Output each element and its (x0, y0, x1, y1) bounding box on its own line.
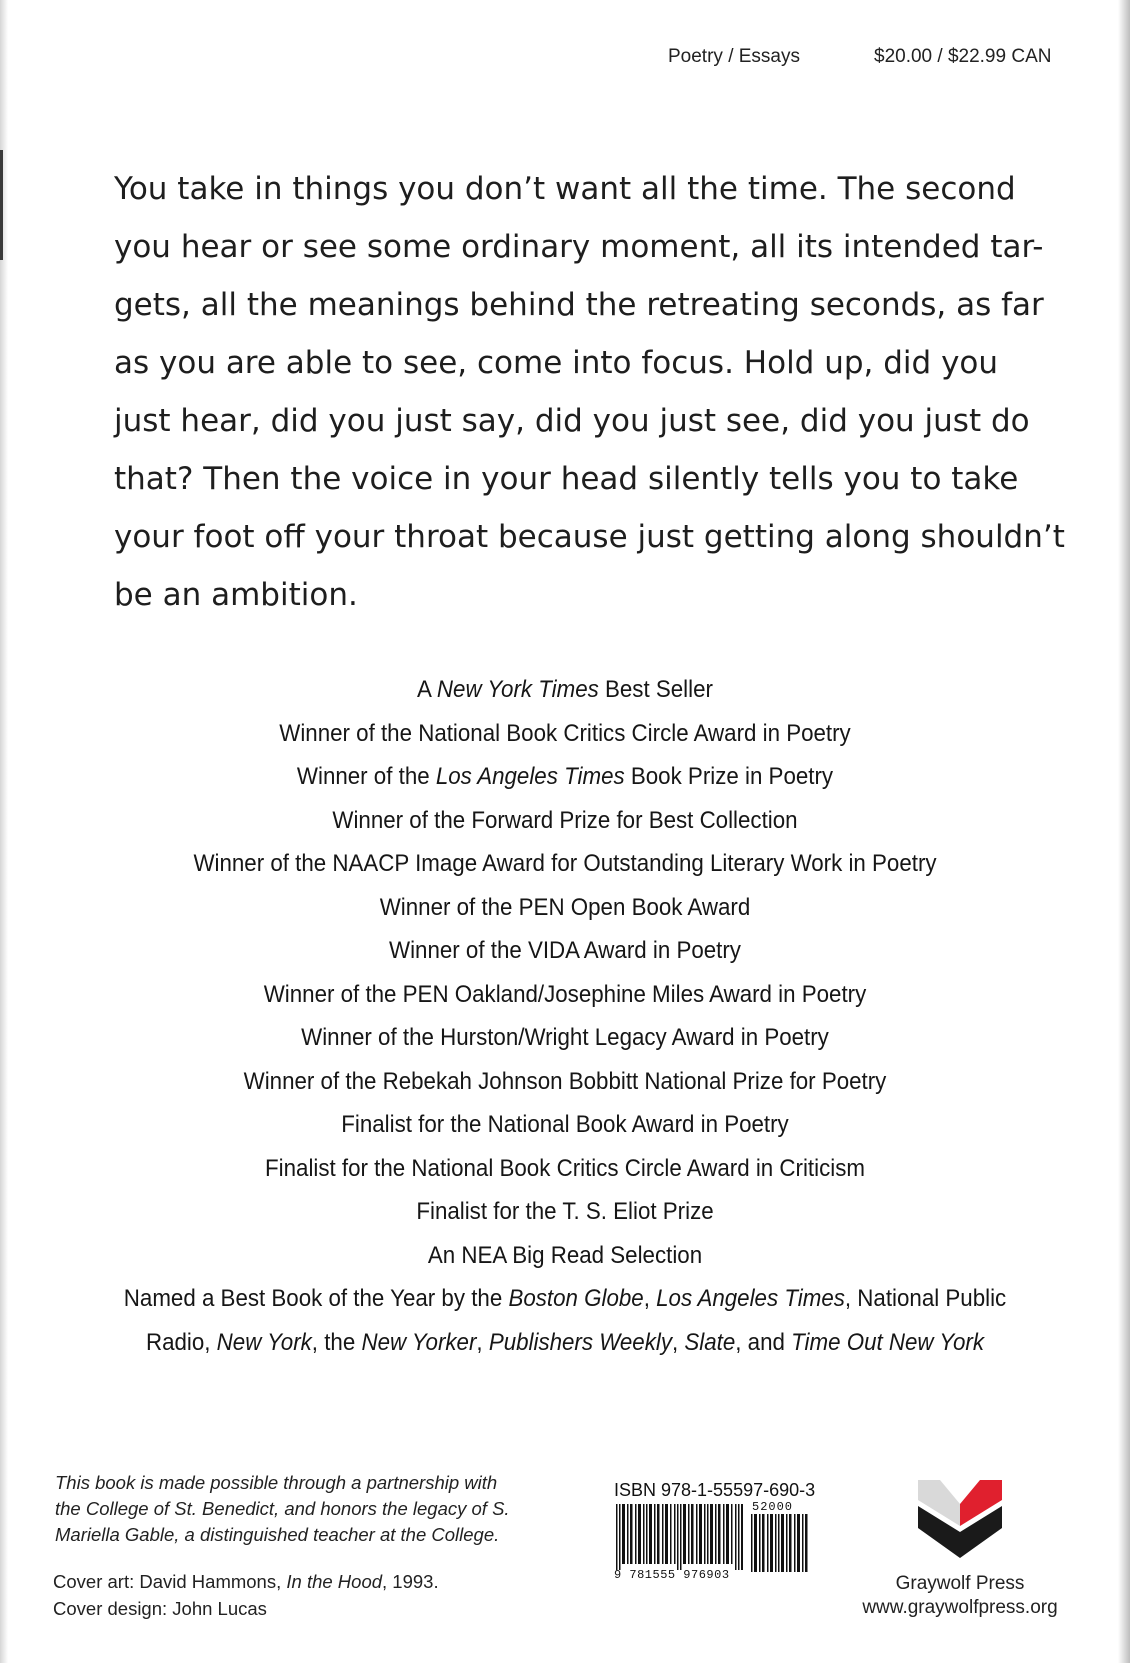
graywolf-logo-icon (912, 1470, 1008, 1566)
accolade-item: Winner of the Forward Prize for Best Collection (332, 806, 798, 834)
price-label: $20.00 / $22.99 CAN (874, 46, 1052, 67)
addon-barcode-icon (751, 1514, 809, 1572)
publisher-block (860, 1470, 1060, 1620)
best-of-line: Named a Best Book of the Year by the Boston Globe, Los Angeles Times, National Public (123, 1285, 1007, 1312)
accolade-item: An NEA Big Read Selection (427, 1241, 703, 1269)
excerpt-blurb (114, 160, 1065, 624)
barcode-digits: 9 781555 976903 (614, 1568, 730, 1582)
partnership-line: the College of St. Benedict, and honors the legacy of S. (55, 1498, 510, 1519)
accolade-item: Winner of the National Book Critics Circle Award in Poetry (279, 719, 851, 747)
isbn-label: ISBN 978-1-55597-690-3 (614, 1480, 816, 1500)
cover-design-credit: Cover design: John Lucas (53, 1598, 267, 1619)
publisher-url[interactable]: www.graywolfpress.org (862, 1597, 1058, 1618)
accolade-item: A New York Times Best Seller (417, 676, 713, 703)
footer-section (0, 1460, 1130, 1663)
accolade-item: Finalist for the National Book Critics Circle Award in Criticism (265, 1154, 865, 1182)
partnership-line: Mariella Gable, a distinguished teacher at the College. (55, 1524, 500, 1545)
blurb-line: you hear or see some ordinary moment, all its intended tar- (114, 229, 1044, 265)
accolade-item: Winner of the Rebekah Johnson Bobbitt National Prize for Poetry (243, 1067, 887, 1095)
accolade-item: Finalist for the National Book Award in Poetry (341, 1111, 789, 1138)
barcode-icon (616, 1504, 744, 1570)
partnership-note (55, 1470, 525, 1548)
header (0, 46, 1130, 76)
publisher-name: Graywolf Press (895, 1573, 1025, 1594)
cover-art-credit: Cover art: David Hammons, In the Hood, 1993. (53, 1571, 439, 1592)
page-edge-mark (0, 150, 3, 260)
blurb-line: You take in things you don’t want all the time. The second (114, 171, 1016, 207)
accolade-item: Winner of the PEN Open Book Award (379, 893, 751, 921)
price-code: 52000 (752, 1500, 794, 1514)
best-of-line: Radio, New York, the New Yorker, Publishers Weekly, Slate, and Time Out New York (145, 1328, 985, 1356)
partnership-line: This book is made possible through a partnership with (55, 1472, 498, 1493)
accolade-item: Winner of the Hurston/Wright Legacy Award in Poetry (301, 1024, 829, 1051)
accolade-item: Winner of the PEN Oakland/Josephine Miles Award in Poetry (263, 980, 867, 1008)
blurb-line: your foot off your throat because just getting along shouldn’t (114, 519, 1065, 555)
accolades-list (77, 668, 1054, 1364)
accolade-item: Finalist for the T. S. Eliot Prize (416, 1198, 714, 1225)
accolade-item: Winner of the NAACP Image Award for Outstanding Literary Work in Poetry (193, 850, 937, 877)
barcode-block (614, 1480, 814, 1590)
category-label: Poetry / Essays (668, 46, 800, 67)
blurb-line: as you are able to see, come into focus. Hold up, did you (114, 345, 999, 381)
blurb-line: gets, all the meanings behind the retreating seconds, as far (114, 287, 1044, 323)
accolade-item: Winner of the Los Angeles Times Book Prize in Poetry (296, 763, 834, 790)
accolade-item: Winner of the VIDA Award in Poetry (389, 937, 741, 964)
blurb-line: that? Then the voice in your head silently tells you to take (114, 461, 1019, 497)
page-edge-right (1118, 0, 1130, 1663)
blurb-line: be an ambition. (114, 577, 358, 613)
blurb-line: just hear, did you just say, did you just see, did you just do (114, 403, 1030, 439)
cover-credits (53, 1568, 439, 1622)
